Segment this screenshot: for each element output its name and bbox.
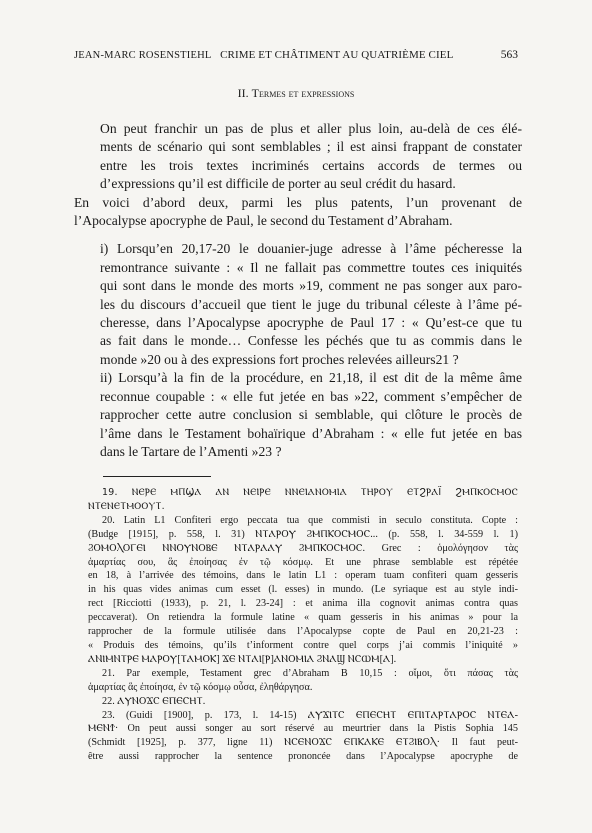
footnote-line: 20. Latin L1 Confiteri ergo peccata tua que commisti in seculo constituta. Copte : bbox=[102, 514, 518, 526]
text-line: i) Lorsqu’en 20,17-20 le douanier-juge adresse à l’âme pécheresse la bbox=[100, 241, 522, 257]
text-line: ii) Lorsqu’à la fin de la procédure, en 21,18, il est dit de la même âme bbox=[100, 370, 522, 386]
footnote-separator bbox=[103, 476, 211, 477]
footnote-line: 19. ⲚⲈⲢⲈ ⲘⲠϢⲀ ⲀⲚ ⲚⲈⲒⲢⲈ ⲚⲚⲈⲒⲀⲚⲞⲘⲒⲀ ⲦⲎⲢⲞⲨ ⲈⲦϨⲢⲀÏ ϨⲘⲠⲔⲞⲤⲘⲞⲤ bbox=[102, 487, 518, 498]
footnote-23 bbox=[88, 709, 518, 765]
footnote-line: (Schmidt [1925], p. 377, ligne 11) ⲚⲤⲈⲚⲞϪⲤ ⲈⲠⲔⲀⲔⲈ ⲈⲦϨⲒⲂⲞⲖ· Il faut peut- bbox=[88, 737, 518, 749]
text-line: l’âme dans le Testament bohaïrique d’Abraham : « elle fut jetée en bas bbox=[100, 425, 522, 441]
section-heading bbox=[0, 86, 592, 100]
text-line: cheresse, dans l’Apocalypse apocryphe de Paul 17 : « Qu’est-ce que tu bbox=[100, 315, 522, 331]
page-number: 563 bbox=[500, 49, 518, 61]
footnote-line: in his quas vides animas cum esset (l. esses) in mundo. (Le syriaque est au style indi- bbox=[88, 584, 518, 596]
footnote-line: rapprocher de la formule utilisée dans l’Apocalypse copte de Paul en 20,21-23 : bbox=[88, 626, 518, 638]
footnote-line: être aussi rapprocher la sentence prononcée dans l’Apocalypse apocryphe de bbox=[88, 751, 518, 763]
footnote-21 bbox=[88, 667, 518, 695]
text-line: qui sont dans le monde des morts »19, comment ne pas songer aux paro- bbox=[100, 278, 522, 294]
footnote-19 bbox=[88, 486, 518, 514]
footnote-line: en 18, à l’arrivée des témoins, dans le latin L1 : operam tuam confiteri quam gesseris bbox=[88, 570, 518, 582]
footnote-line: ⲘⲈⲚϮ· On peut aussi songer au sort réservé au meurtrier dans la Pistis Sophia 145 bbox=[88, 723, 518, 735]
paragraph bbox=[74, 240, 522, 369]
footnote-line: rect [Ricciotti (1933), p. 21, l. 23-24] : et anima illa cognovit animas contra quas bbox=[88, 598, 518, 610]
footnote-line: 21. Par exemple, Testament grec d’Abraham B 10,15 : οἴμοι, ὅτι πάσας τὰς bbox=[102, 667, 518, 679]
text-line: monde »20 ou à des expressions fort proches relevées ailleurs21 ? bbox=[100, 351, 459, 367]
text-line: entre les trois textes incriminés certains accords de termes ou bbox=[100, 157, 522, 173]
header-title: CRIME ET CHÂTIMENT AU QUATRIÈME CIEL bbox=[220, 49, 454, 61]
text-line: d’expressions qu’il est difficile de porter au seul crédit du hasard. bbox=[100, 176, 456, 192]
text-line: l’Apocalypse apocryphe de Paul, le second du Testament d’Abraham. bbox=[74, 213, 453, 229]
running-header bbox=[74, 48, 518, 63]
footnote-line: peccaverat). On retiendra la formule latine « quam gesseris in his animas » pour la bbox=[88, 612, 518, 624]
text-line: On peut franchir un pas de plus et aller plus loin, au-delà de ces élé- bbox=[100, 121, 522, 136]
body-text bbox=[74, 120, 522, 461]
paragraph bbox=[74, 120, 522, 194]
text-line: dans le Tartare de l’Amenti »23 ? bbox=[100, 443, 282, 459]
text-line: En voici d’abord deux, parmi les plus patents, l’un provenant de bbox=[74, 194, 522, 210]
section-title: Termes et expressions bbox=[251, 86, 355, 100]
text-line: reconnue coupable : « elle fut jetée en bas »22, comment s’empêcher de bbox=[100, 388, 522, 404]
text-line: as fait dans le monde… Confesse les péchés que tu as commis dans le bbox=[100, 333, 522, 349]
text-line: remontrance suivante : « Il ne fallait pas commettre toutes ces iniquités bbox=[100, 259, 522, 275]
section-numeral: II. bbox=[237, 86, 249, 100]
text-line: les du discours d’accueil que tient le juge du tribunal céleste à l’âme pé- bbox=[100, 296, 522, 312]
footnote-line: ἁμαρτίας ἃς ἐποίησα, ἐν τῷ κόσμῳ οὖσα, ἐληθάργησα. bbox=[88, 681, 313, 693]
footnote-line: ⲀⲚⲒⲘⲚⲦⲢⲈ ⲘⲀⲢⲞⲨ[ⲦⲀⲘⲞⲔ] ϪⲈ ⲚⲦⲀⲒ[Ⲣ]ⲀⲚⲞⲘⲒⲀ ϨⲚⲀϢ ⲚⲤⲰⲘ[Ⲁ]. bbox=[88, 653, 397, 665]
footnote-22 bbox=[88, 695, 518, 709]
footnotes bbox=[88, 486, 518, 764]
footnote-line: « Produis des témoins, qu’ils t’informent contre quel corps j’ai commis l’iniquité » bbox=[88, 639, 518, 651]
footnote-line: ἁμαρτίας σου, ἃς ἐποίησας ἐν τῷ κόσμῳ. Et une phrase semblable est répétée bbox=[88, 556, 518, 568]
footnote-20 bbox=[88, 514, 518, 667]
footnote-line: 23. (Guidi [1900], p. 173, l. 14-15) ⲀⲨϪⲒⲦⲤ ⲈⲠⲈⲤⲎⲦ ⲈⲠⲒⲦⲀⲢⲦⲀⲢⲞⲤ ⲚⲦⲈⲀ- bbox=[102, 709, 518, 721]
footnote-line: ⲚⲦⲈⲚⲈⲦⲘⲞⲞⲨⲦ. bbox=[88, 500, 165, 512]
header-author: JEAN-MARC ROSENSTIEHL bbox=[74, 50, 212, 61]
paragraph bbox=[74, 194, 522, 231]
footnote-line: ϨⲞⲘⲞⲖⲞⲄⲈⲒ ⲚⲚⲞⲨⲚⲞⲂⲈ ⲚⲦⲀⲢⲀⲀⲨ ϨⲘⲠⲔⲞⲤⲘⲞⲤ. Grec : ὁμολόγησον τὰς bbox=[88, 542, 518, 554]
text-line: ments de scénario qui sont semblables ; il est ainsi frappant de constater bbox=[100, 139, 522, 155]
footnote-line: (Budge [1915], p. 558, l. 31) ⲚⲦⲀⲢⲞⲨ ϨⲘⲠⲔⲞⲤⲘⲞⲤ... (p. 558, l. 34-559 l. 1) bbox=[88, 528, 518, 540]
text-line: rapprocher cette autre conclusion si semblable, qui clôture le procès de bbox=[100, 407, 522, 423]
paragraph bbox=[74, 369, 522, 461]
footnote-line: 22. ⲀⲨⲚⲞϪⲤ ⲈⲠⲈⲤⲎⲦ. bbox=[102, 695, 206, 707]
